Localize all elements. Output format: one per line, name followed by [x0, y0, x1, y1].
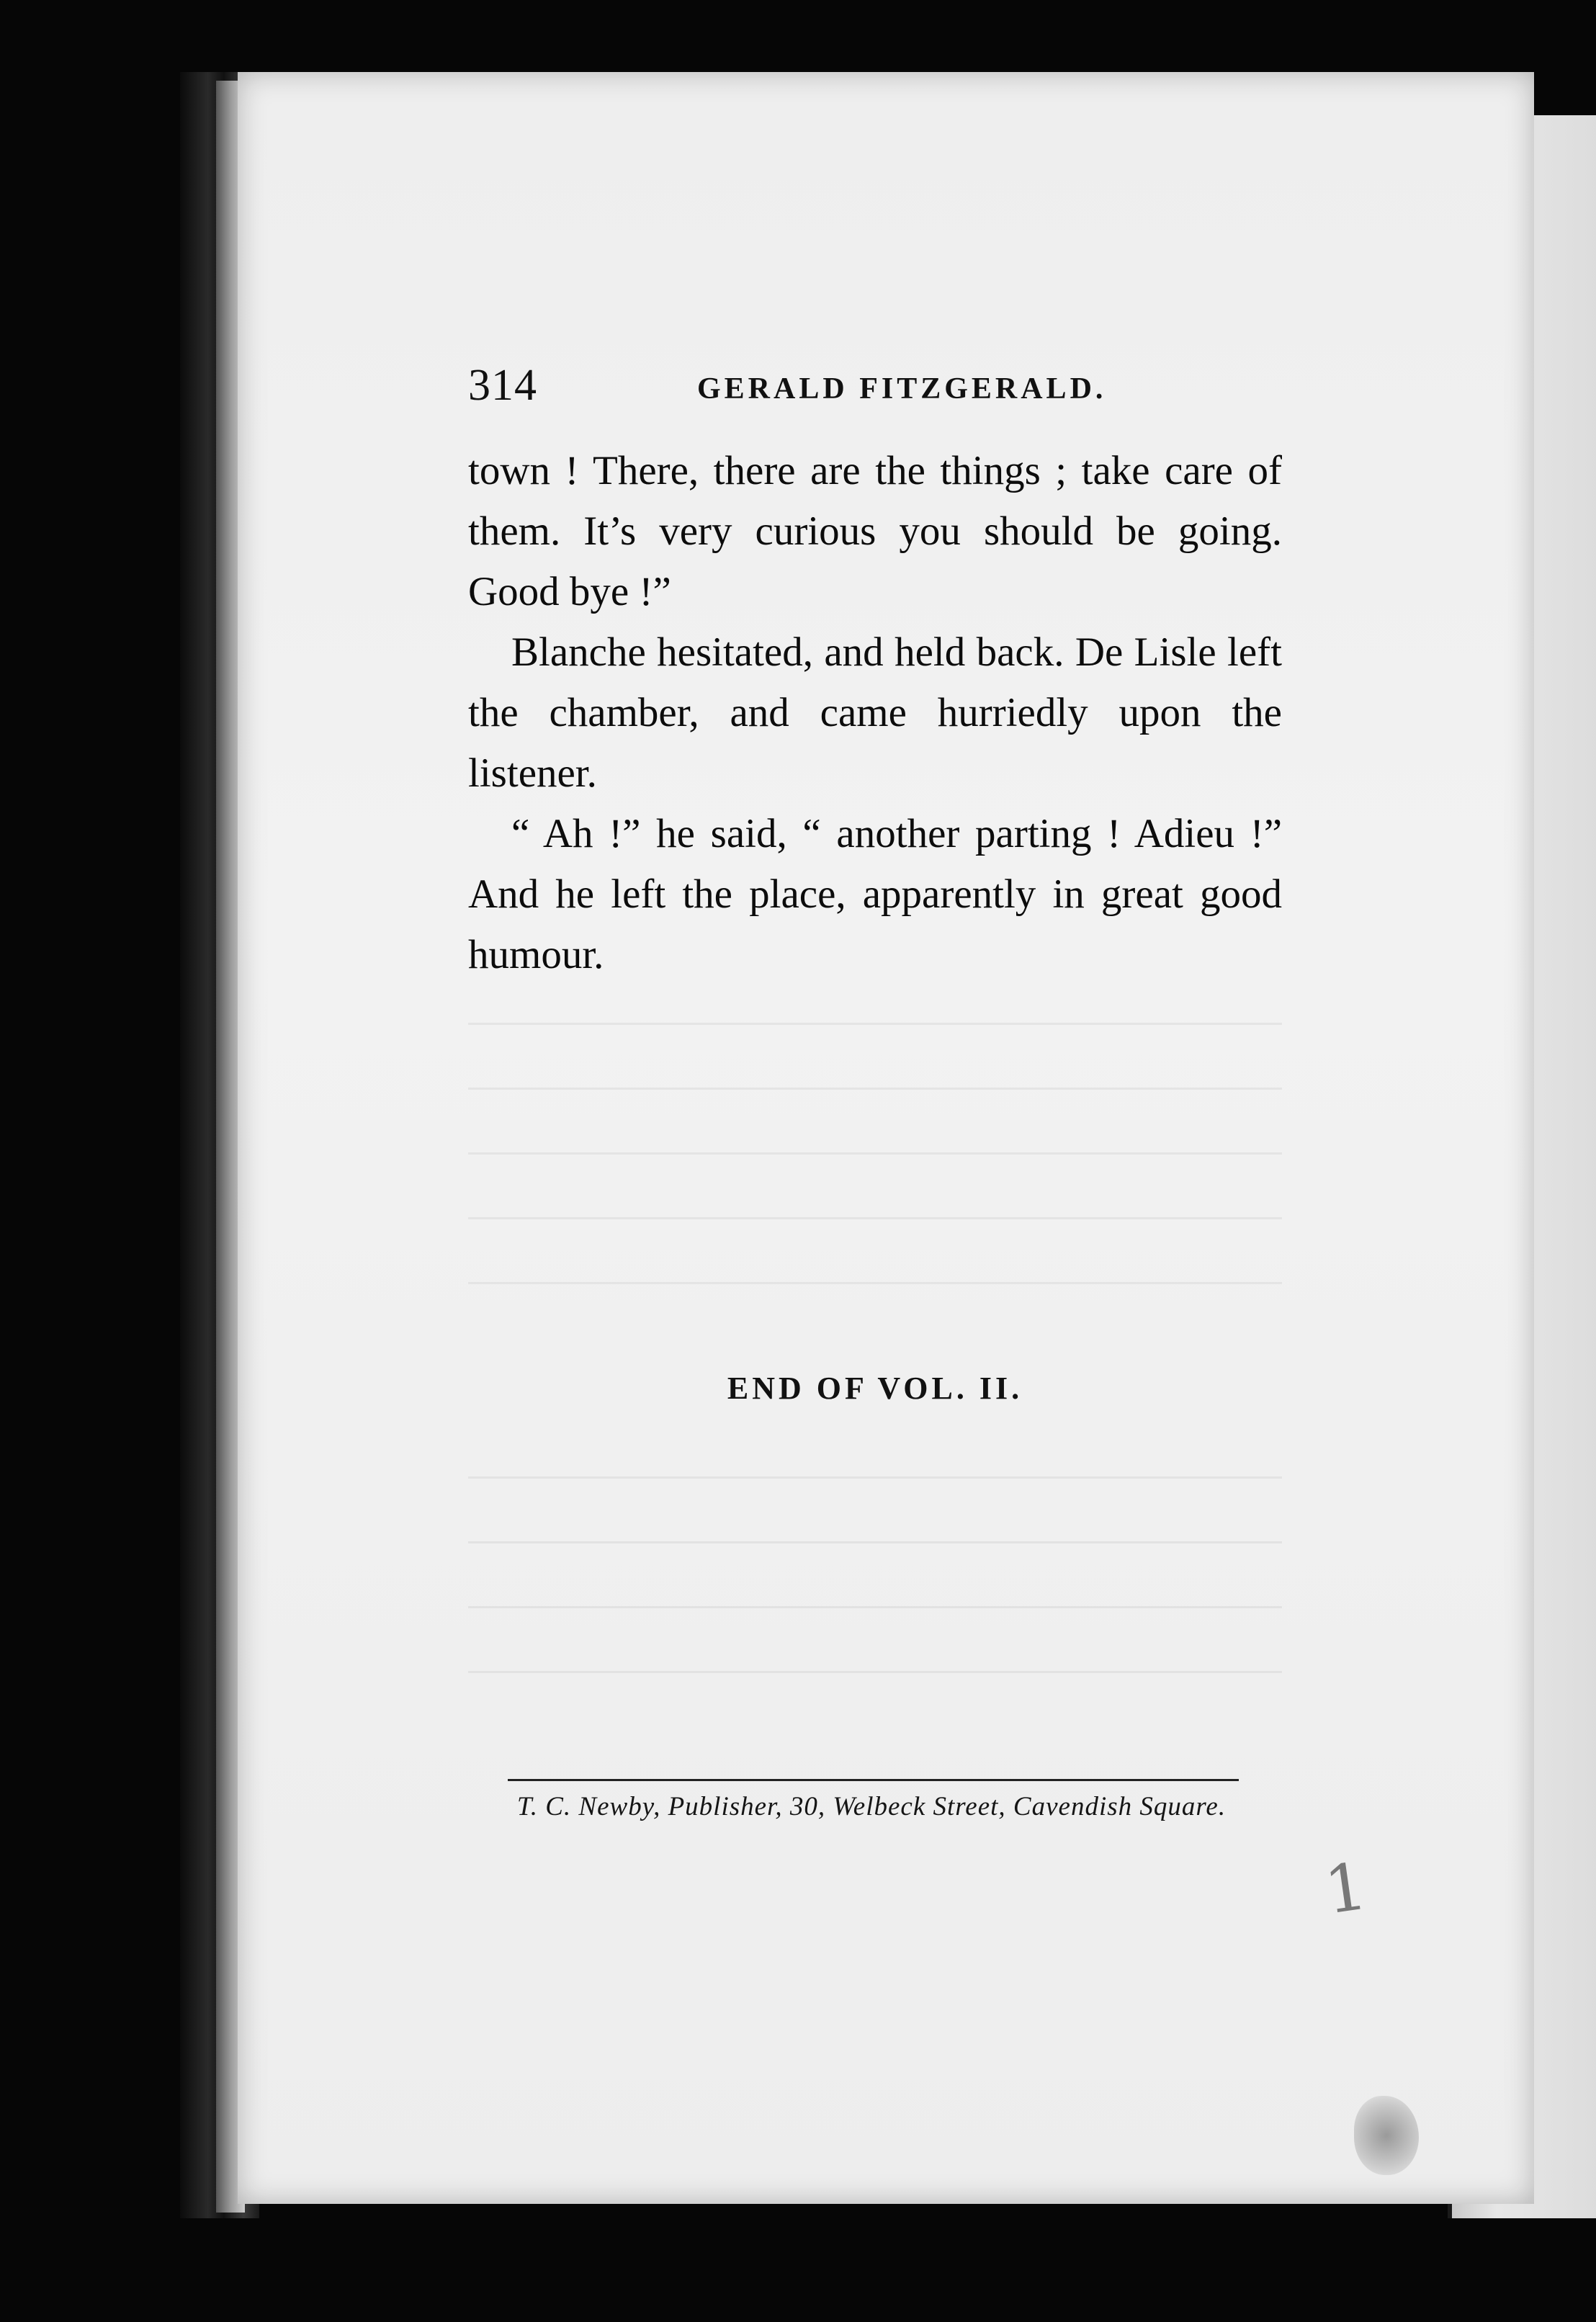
- show-through: [468, 1217, 1282, 1219]
- running-title: GERALD FITZGERALD.: [697, 372, 1107, 405]
- show-through: [468, 1606, 1282, 1608]
- thumb-smudge: [1354, 2096, 1419, 2175]
- show-through: [468, 1152, 1282, 1155]
- show-through: [468, 1282, 1282, 1284]
- end-of-volume: END OF VOL. II.: [727, 1371, 1023, 1406]
- imprint-rule: [508, 1779, 1239, 1781]
- show-through: [468, 1476, 1282, 1479]
- paragraph: town ! There, there are the things ; take care of them. It’s very curious you should be going. Good bye !”: [468, 448, 1282, 614]
- page-header: [468, 360, 1282, 418]
- show-through: [468, 1088, 1282, 1090]
- page-number: 314: [468, 361, 537, 410]
- show-through: [468, 1023, 1282, 1025]
- show-through: [468, 1541, 1282, 1543]
- body-text: [468, 441, 1282, 985]
- paragraph: “ Ah !” he said, “ another parting ! Adieu !” And he left the place, apparently in great good humour.: [468, 811, 1282, 977]
- pencil-mark: 1: [1319, 1848, 1372, 1929]
- publisher-imprint: T. C. Newby, Publisher, 30, Welbeck Street, Cavendish Square.: [516, 1792, 1227, 1821]
- show-through: [468, 1671, 1282, 1673]
- paragraph: Blanche hesitated, and held back. De Lisle left the chamber, and came hurriedly upon the listener.: [468, 629, 1282, 796]
